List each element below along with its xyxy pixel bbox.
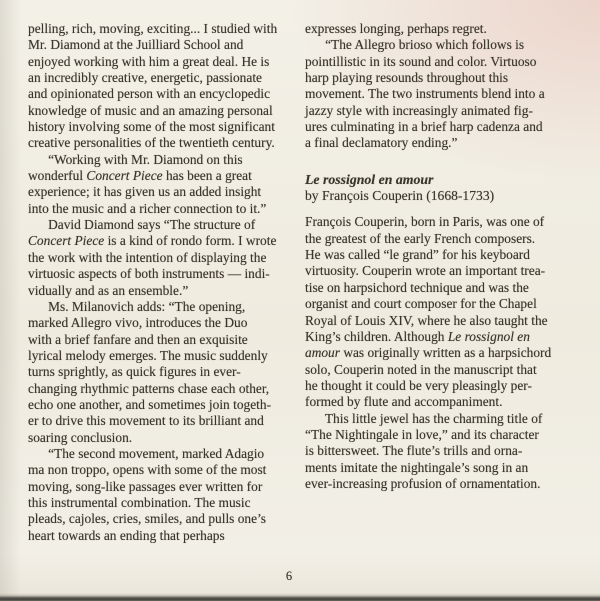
text-line: vidually and as an ensemble.” (28, 282, 189, 298)
text-line: expresses longing, perhaps regret. (305, 21, 487, 36)
left-column (28, 21, 300, 544)
text-line: formed by flute and accompaniment. (305, 394, 503, 410)
text-line: jazzy style with increasingly animated fig- (305, 102, 533, 118)
text-line: movement. The two instruments blend into a (305, 86, 545, 102)
text-line: David Diamond says “The structure of (28, 217, 256, 233)
text-line: changing rhythmic patterns chase each other, (28, 380, 270, 396)
text-line: wonderful Concert Piece has been a great (28, 168, 252, 184)
text-line: into the music and a richer connection to it.” (28, 200, 267, 216)
text-line: ments imitate the nightingale’s song in an (305, 459, 529, 475)
text-line: ma non troppo, opens with some of the most (28, 462, 267, 478)
text-line: “The Nightingale in love,” and its character (305, 426, 539, 442)
text-line: pleads, cajoles, cries, smiles, and pulls one’s (28, 511, 267, 527)
text-line: Concert Piece is a kind of rondo form. I wrote (28, 233, 277, 249)
page-number: 6 (285, 569, 293, 583)
text-line: organist and court composer for the Chapel (305, 296, 537, 312)
text-line: King’s children. Although Le rossignol en (305, 328, 530, 344)
text-line: “Working with Mr. Diamond on this (28, 151, 243, 167)
text-line: is bittersweet. The flute’s trills and orna- (305, 443, 523, 459)
text-line: a final declamatory ending.” (305, 135, 458, 151)
text-line: solo, Couperin noted in the manuscript that (305, 361, 537, 377)
text-line: This little jewel has the charming title of (305, 410, 543, 426)
text-line: soaring conclusion. (28, 429, 133, 445)
text-line: Royal of Louis XIV, where he also taught the (305, 312, 548, 328)
text-line: “The second movement, marked Adagio (28, 445, 265, 461)
text-line: heart towards an ending that perhaps (28, 527, 225, 543)
text-line: Mr. Diamond at the Juilliard School and (28, 37, 244, 53)
text-line: pointillistic in its sound and color. Virtuoso (305, 53, 537, 69)
text-line: the greatest of the early French composers. (305, 230, 536, 246)
text-line: virtuosic aspects of both instruments — indi- (28, 266, 270, 282)
text-line: he thought it could be very pleasingly per- (305, 377, 532, 393)
text-line: He was called “le grand” for his keyboard (305, 247, 530, 263)
text-line: “The Allegro brioso which follows is (305, 37, 525, 53)
text-line: amour was originally written as a harpsichord (305, 345, 552, 361)
text-line: ever-increasing profusion of ornamentation. (305, 475, 541, 491)
text-line: lyrical melody emerges. The music suddenly (28, 347, 268, 363)
text-line: er to drive this movement to its brilliant and (28, 413, 264, 429)
text-line: ures culminating in a brief harp cadenza and (305, 119, 543, 135)
scan-bottom-edge (0, 593, 600, 601)
right-column (305, 21, 578, 492)
text-line: knowledge of music and an amazing personal (28, 102, 273, 118)
text-line: experience; it has given us an added insight (28, 184, 262, 200)
text-line: an incredibly creative, energetic, passionate (28, 70, 262, 86)
text-line: and opinionated person with an encyclopedic (28, 86, 271, 102)
text-line: harp playing resounds throughout this (305, 70, 509, 86)
text-line: pelling, rich, moving, exciting... I studied with (28, 21, 278, 36)
text-line: with a brief fanfare and then an exquisite (28, 331, 248, 347)
text-line: moving, song-like passages ever written for (28, 478, 263, 494)
text-line: this instrumental combination. The music (28, 494, 251, 510)
text-line: marked Allegro vivo, introduces the Duo (28, 315, 248, 331)
work-title: Le rossignol en amour (305, 171, 434, 187)
text-line: virtuosity. Couperin wrote an important trea- (305, 263, 546, 279)
work-description (305, 214, 578, 492)
text-line: turns sprightly, as quick figures in ever- (28, 364, 241, 380)
text-line: tise on harpsichord technique and was the (305, 279, 529, 295)
text-line: creative personalities of the twentieth century. (28, 135, 275, 151)
text-line: echo one another, and sometimes join togeth- (28, 396, 272, 412)
continued-paragraphs (305, 21, 578, 152)
composer-byline: by François Couperin (1668-1733) (305, 188, 495, 204)
text-line: Ms. Milanovich adds: “The opening, (28, 298, 246, 314)
text-line: history involving some of the most significant (28, 119, 275, 135)
text-line: enjoyed working with him a great deal. He is (28, 53, 270, 69)
text-line: the work with the intention of displaying the (28, 249, 267, 265)
text-line: François Couperin, born in Paris, was one of (305, 214, 545, 230)
